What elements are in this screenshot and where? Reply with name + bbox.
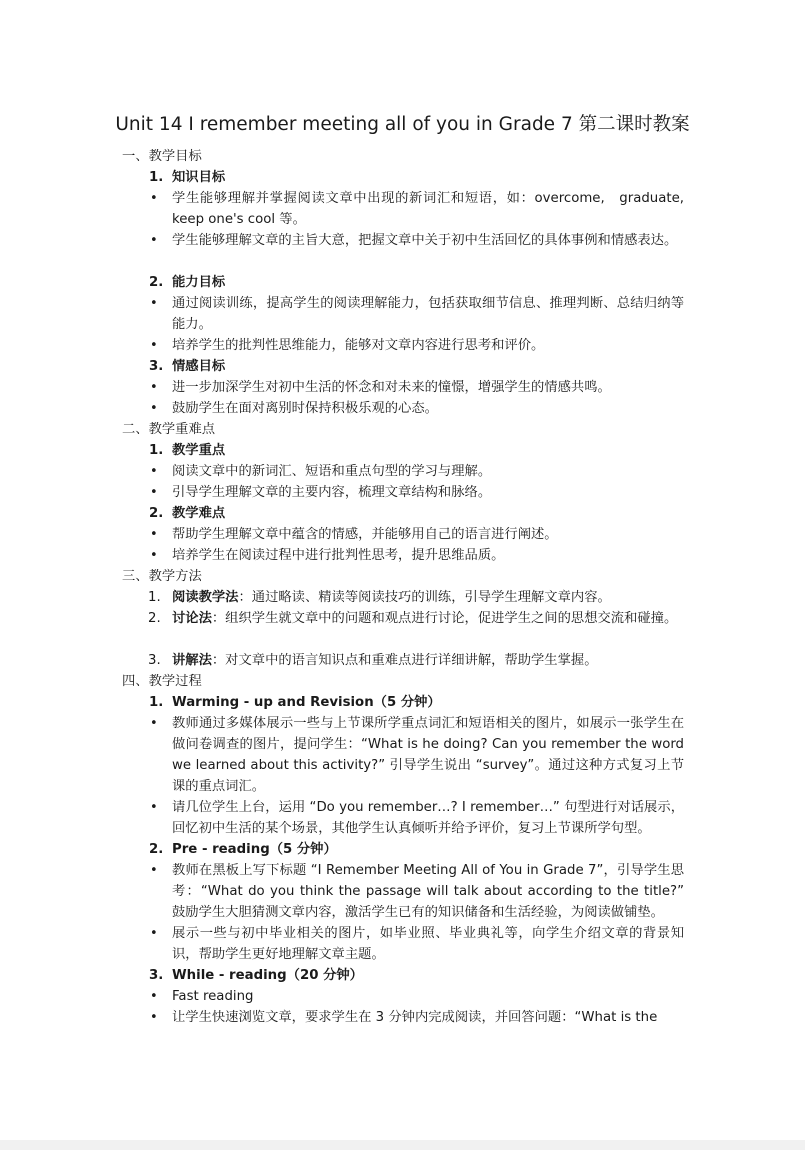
list-item: • 通过阅读训练，提高学生的阅读理解能力，包括获取细节信息、推理判断、总结归纳等能力。: [0, 293, 805, 335]
bullet-icon: •: [150, 527, 158, 542]
method-item: 3. 讲解法：对文章中的语言知识点和重难点进行详细讲解，帮助学生掌握。: [148, 653, 598, 668]
bullet-icon: •: [150, 1010, 158, 1025]
bullet-icon: •: [150, 800, 158, 815]
bullet-icon: •: [150, 863, 158, 878]
subsection-heading: 2. 能力目标: [149, 275, 226, 290]
list-item: • 帮助学生理解文章中蕴含的情感，并能够用自己的语言进行阐述。: [0, 524, 805, 545]
section-heading: 二、教学重难点: [122, 422, 216, 437]
bullet-icon: •: [150, 716, 158, 731]
subsection-heading: 1. 知识目标: [149, 170, 226, 185]
section-heading: 四、教学过程: [122, 674, 202, 689]
list-item: • 请几位学生上台，运用 “Do you remember…? I remember…” 句型进行对话展示，回忆初中生活的某个场景，其他学生认真倾听并给予评价，复习上节课所学句型。: [0, 797, 805, 839]
subsection-heading: 1. Warming - up and Revision（5 分钟）: [149, 695, 441, 710]
bullet-icon: •: [150, 191, 158, 206]
bullet-icon: •: [150, 380, 158, 395]
bullet-icon: •: [150, 338, 158, 353]
subsection-heading: 3. While - reading（20 分钟）: [149, 968, 363, 983]
bullet-icon: •: [150, 233, 158, 248]
subsection-heading: 2. 教学难点: [149, 506, 226, 521]
bullet-icon: •: [150, 464, 158, 479]
list-item: • 培养学生在阅读过程中进行批判性思考，提升思维品质。: [0, 545, 805, 566]
method-item: 2. 讨论法：组织学生就文章中的问题和观点进行讨论，促进学生之间的思想交流和碰撞。: [148, 611, 678, 626]
list-item: • 培养学生的批判性思维能力，能够对文章内容进行思考和评价。: [0, 335, 805, 356]
list-item: • 教师在黑板上写下标题 “I Remember Meeting All of You in Grade 7”，引导学生思考：“What do you think the passage will talk about according to the title?” 鼓励学生大胆猜测文章内容，激活学生已有的知识储备和生活经验，为阅读做铺垫。: [0, 860, 805, 923]
section-heading: 一、教学目标: [122, 149, 202, 164]
list-item: • 展示一些与初中毕业相关的图片，如毕业照、毕业典礼等，向学生介绍文章的背景知识，帮助学生更好地理解文章主题。: [0, 923, 805, 965]
document-body: [0, 146, 805, 1028]
list-item: • 学生能够理解并掌握阅读文章中出现的新词汇和短语，如：overcome, graduate, keep one's cool 等。: [0, 188, 805, 230]
bullet-icon: •: [150, 926, 158, 941]
subsection-heading: 1. 教学重点: [149, 443, 226, 458]
subsection-heading: 2. Pre - reading（5 分钟）: [149, 842, 337, 857]
list-item: • 教师通过多媒体展示一些与上节课所学重点词汇和短语相关的图片，如展示一张学生在做问卷调查的图片，提问学生：“What is he doing? Can you remember the word we learned about this activity?” 引导学生说出 “survey”。通过这种方式复习上节课的重点词汇。: [0, 713, 805, 797]
document-title: Unit 14 I remember meeting all of you in Grade 7 第二课时教案: [115, 114, 690, 135]
subsection-heading: 3. 情感目标: [149, 359, 226, 374]
list-item: • 学生能够理解文章的主旨大意，把握文章中关于初中生活回忆的具体事例和情感表达。: [0, 230, 805, 272]
bullet-icon: •: [150, 548, 158, 563]
list-item: • 让学生快速浏览文章，要求学生在 3 分钟内完成阅读，并回答问题：“What is the: [0, 1007, 805, 1028]
list-item: • 进一步加深学生对初中生活的怀念和对未来的憧憬，增强学生的情感共鸣。: [0, 377, 805, 398]
section-heading: 三、教学方法: [122, 569, 202, 584]
bullet-icon: •: [150, 485, 158, 500]
method-item: 1. 阅读教学法：通过略读、精读等阅读技巧的训练，引导学生理解文章内容。: [148, 590, 611, 605]
list-item: • 阅读文章中的新词汇、短语和重点句型的学习与理解。: [0, 461, 805, 482]
bullet-icon: •: [150, 401, 158, 416]
bullet-icon: •: [150, 989, 158, 1004]
list-item: • Fast reading: [0, 986, 805, 1007]
list-item: • 引导学生理解文章的主要内容，梳理文章结构和脉络。: [0, 482, 805, 503]
bullet-icon: •: [150, 296, 158, 311]
list-item: • 鼓励学生在面对离别时保持积极乐观的心态。: [0, 398, 805, 419]
